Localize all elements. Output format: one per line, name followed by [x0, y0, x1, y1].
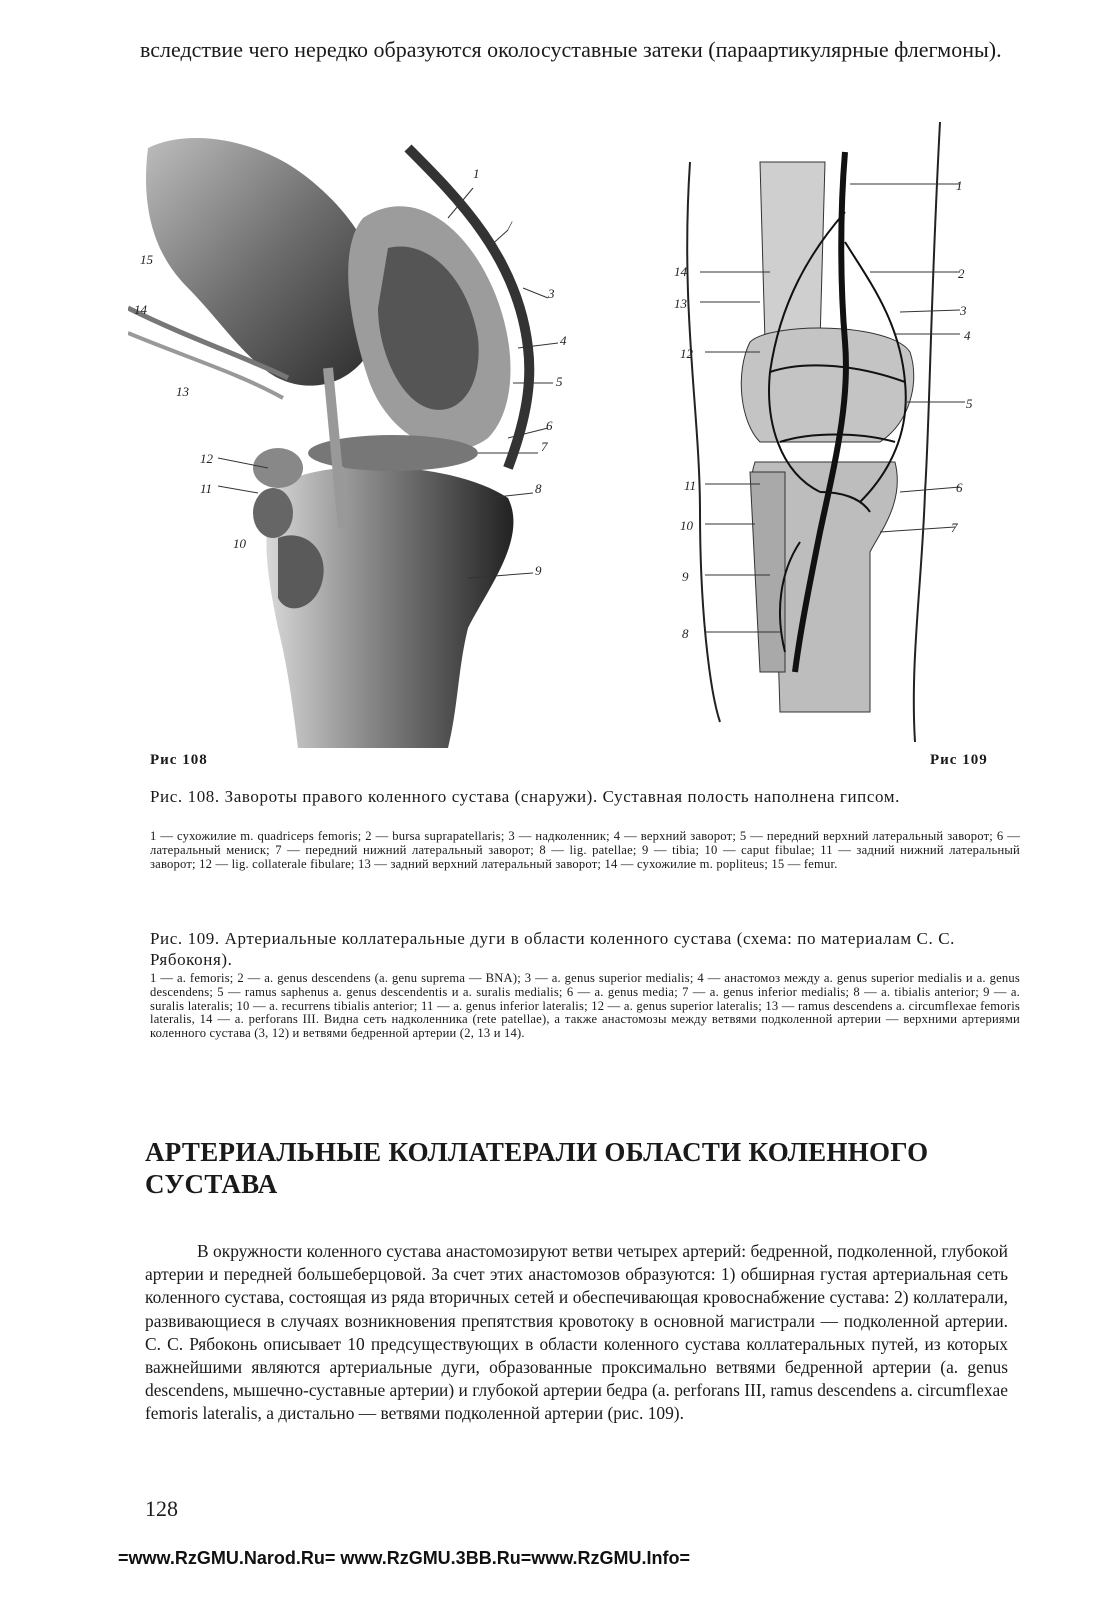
- label-109-1: 1: [956, 178, 963, 193]
- label-109-4: 4: [964, 328, 971, 343]
- figure-108-caption-title: Рис. 108. Завороты правого коленного сустава (снаружи). Суставная полость наполнена гипсом.: [150, 787, 900, 806]
- page-number: 128: [145, 1496, 178, 1521]
- label-108-7: 7: [541, 439, 548, 454]
- label-108-11: 11: [200, 481, 213, 496]
- label-109-12: 12: [680, 346, 693, 361]
- label-108-5: 5: [556, 374, 563, 389]
- label-108-15: 15: [140, 252, 153, 267]
- label-108-9: 9: [535, 563, 542, 578]
- label-109-14: 14: [674, 264, 687, 279]
- label-109-5: 5: [966, 396, 973, 411]
- figure-109-illustration: [660, 112, 1020, 752]
- figure-108-caption-legend: 1 — сухожилие m. quadriceps femoris; 2 — bursa suprapatellaris; 3 — надколенник; 4 — верхний заворот; 5 — передний верхний латеральный заворот; 6 — латеральный мениск; 7 — передний нижний латеральный заворот; 8 — lig. patellae; 9 — tibia; 10 — caput fibulae; 11 — задний нижний латеральный заворот; 12 — lig. collaterale fibulare; 13 — задний верхний латеральный заворот; 14 — сухожилие m. popliteus; 15 — femur.: [150, 829, 1020, 871]
- label-108-4: 4: [560, 333, 567, 348]
- label-109-13: 13: [674, 296, 687, 311]
- body-text: [145, 1240, 1008, 1426]
- label-109-7: 7: [951, 520, 958, 535]
- footer-watermark-text: =www.RzGMU.Narod.Ru= www.RzGMU.3BB.Ru=www.RzGMU.Info=: [118, 1548, 691, 1568]
- body-paragraph: В окружности коленного сустава анастомозируют ветви четырех артерий: бедренной, подколенной, глубокой артерии и передней большеберцовой. За счет этих анастомозов образуются: 1) обширная густая артериальная сеть коленного сустава, состоящая из ряда вторичных сетей и обеспечивающая кровоснабжение сустава: 2) коллатерали, развивающиеся в случаях возникновения препятствия кровотоку в основной магистрали — подколенной артерии. С. С. Рябоконь описывает 10 предсуществующих в области коленного сустава коллатеральных путей, из которых важнейшими являются артериальные дуги, образованные проксимально ветвями бедренной артерии (a. genus descendens, мышечно-суставные артерии) и глубокой артерии бедра (a. perforans III, ramus descendens a. circumflexae femoris lateralis, а дистально — ветвями подколенной артерии (рис. 109).: [145, 1241, 1008, 1424]
- figure-108-illustration: [128, 108, 578, 748]
- label-108-3: 3: [548, 286, 555, 301]
- label-109-3: 3: [960, 303, 967, 318]
- label-108-10: 10: [233, 536, 246, 551]
- label-109-6: 6: [956, 480, 963, 495]
- label-109-10: 10: [680, 518, 693, 533]
- section-heading: АРТЕРИАЛЬНЫЕ КОЛЛАТЕРАЛИ ОБЛАСТИ КОЛЕННОГО СУСТАВА: [145, 1137, 929, 1199]
- label-108-12: 12: [200, 451, 213, 466]
- figure-109-arterial-arcs: [660, 112, 1020, 752]
- label-109-11: 11: [684, 478, 697, 493]
- label-108-1: 1: [473, 166, 480, 181]
- label-109-9: 9: [682, 569, 689, 584]
- label-108-13: 13: [176, 384, 189, 399]
- label-108-14: 14: [134, 302, 147, 317]
- label-109-2: 2: [958, 266, 965, 281]
- figure-109-label: Рис 109: [930, 752, 988, 768]
- label-108-8: 8: [535, 481, 542, 496]
- label-108-6: 6: [546, 418, 553, 433]
- figure-108-knee-recesses: [128, 108, 578, 748]
- figure-109-caption-legend: 1 — a. femoris; 2 — a. genus descendens (a. genu suprema — BNA); 3 — a. genus superior medialis; 4 — анастомоз между a. genus superior medialis и a. genus descendens; 5 — ramus saphenus a. genus descendentis и a. suralis medialis; 6 — a. genus media; 7 — a. genus inferior medialis; 8 — a. tibialis anterior; 9 — a. suralis lateralis; 10 — a. recurrens tibialis anterior; 11 — a. genus inferior lateralis; 12 — a. genus superior lateralis; 13 — ramus descendens a. circumflexae femoris lateralis, 14 — a. perforans III. Видна сеть надколенника (rete patellae), а также анастомозы между ветвями подколенной артерии — верхними артериями коленного сустава (3, 12) и ветвями бедренной артерии (2, 13 и 14).: [150, 971, 1020, 1041]
- figure-108-label: Рис 108: [150, 752, 208, 768]
- intro-paragraph: вследствие чего нередко образуются околосуставные затеки (параартикулярные флегмоны).: [140, 37, 1002, 62]
- label-109-8: 8: [682, 626, 689, 641]
- figure-109-caption-title: Рис. 109. Артериальные коллатеральные дуги в области коленного сустава (схема: по материалам С. С. Рябоконя).: [150, 929, 955, 969]
- label-108-1b: /: [508, 218, 512, 233]
